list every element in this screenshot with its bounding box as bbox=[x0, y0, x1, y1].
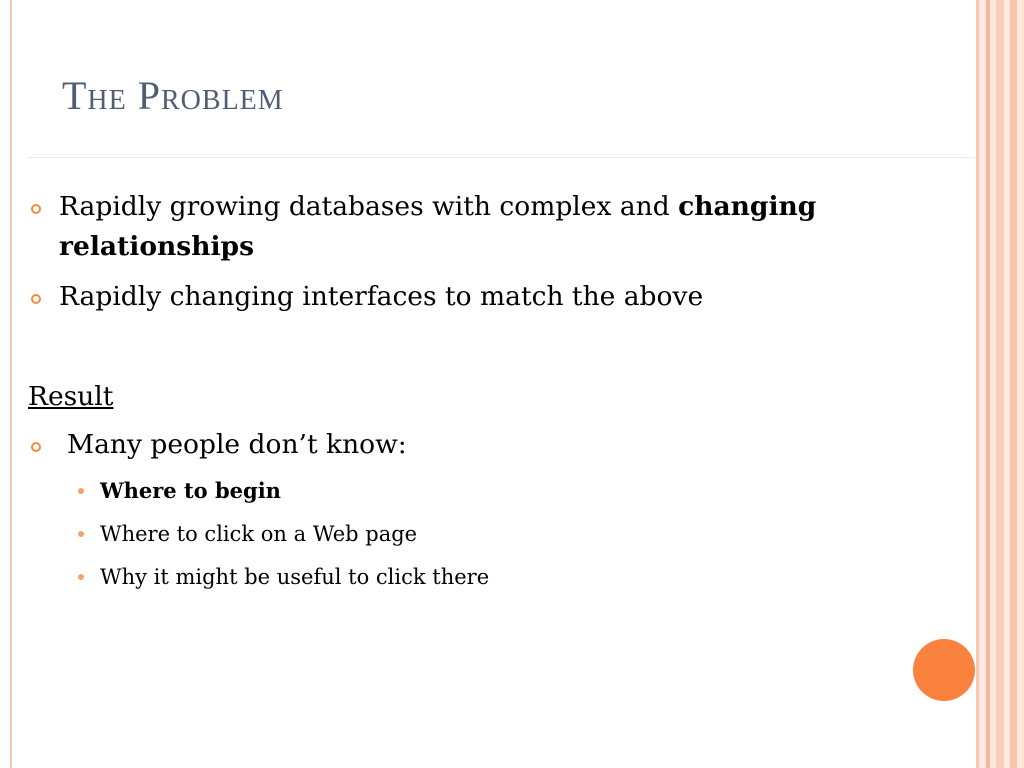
right-frame-stripe bbox=[1017, 0, 1024, 768]
bullet-item-1-bold: changing relationships bbox=[59, 191, 817, 262]
ring-bullet-icon bbox=[31, 204, 41, 214]
ring-bullet-icon bbox=[31, 442, 41, 452]
ring-bullet-icon bbox=[31, 294, 41, 304]
bullet-item-2: Rapidly changing interfaces to match the above bbox=[59, 281, 704, 312]
right-frame-stripe bbox=[979, 0, 986, 768]
dot-bullet-icon bbox=[78, 488, 84, 494]
bullet-item-1 bbox=[59, 187, 959, 267]
sub-bullet-3: Why it might be useful to click there bbox=[100, 565, 490, 589]
sub-bullet-2: Where to click on a Web page bbox=[100, 522, 418, 546]
result-bullet: Many people don’t know: bbox=[67, 429, 407, 460]
dot-bullet-icon bbox=[78, 574, 84, 580]
decorative-circle-icon bbox=[913, 639, 975, 701]
frame-left-line bbox=[10, 0, 12, 768]
slide-title: The Problem bbox=[62, 73, 284, 118]
right-frame-stripe bbox=[996, 0, 1004, 768]
bullet-item-1-text: Rapidly growing databases with complex and bbox=[59, 191, 679, 222]
dot-bullet-icon bbox=[78, 531, 84, 537]
right-frame-stripe bbox=[1010, 0, 1017, 768]
result-heading: Result bbox=[28, 381, 114, 412]
sub-bullet-1: Where to begin bbox=[100, 478, 281, 503]
title-divider bbox=[28, 157, 974, 158]
